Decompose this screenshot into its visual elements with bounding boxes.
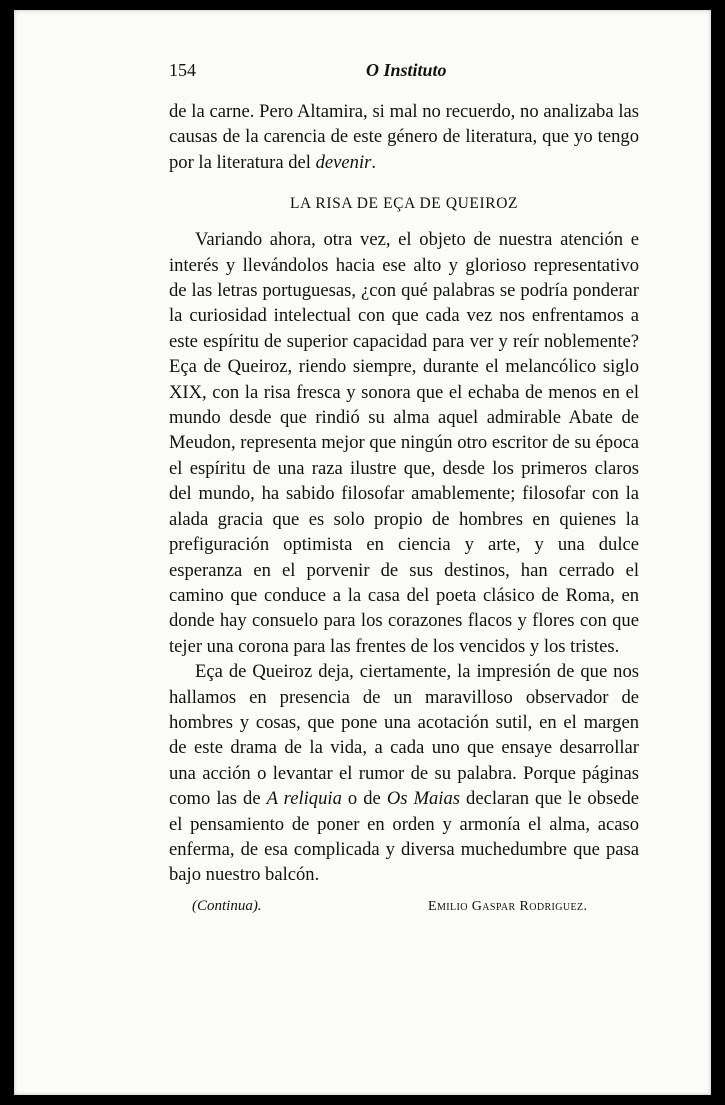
book-title-a-reliquia: A reliquia (266, 788, 342, 810)
paragraph-1-end: . (371, 151, 377, 173)
paragraph-2: Variando ahora, otra vez, el objeto de nuestra atención e interés y llevándolos hacia ese alto y glorioso representativo de las letras portuguesas, ¿con qué palabras se podría ponderar la curiosidad intelectual con que cada vez nos enfrentamos a este espíritu de superior capacidad para ver y reír noblemente? Eça de Queiroz, riendo siempre, durante el melancólico siglo XIX, con la risa fresca y sonora que el echaba de menos en el mundo desde que rindió su alma aquel admirable Abate de Meudon, representa mejor que ningún otro escritor de su época el espíritu de una raza ilustre que, desde los primeros claros del mundo, ha sabido filosofar amablemente; filosofar con la alada gracia que es solo propio de hombres en quienes la prefiguración optimista en ciencia y arte, y una dulce esperanza en el porvenir de sus destinos, han cerrado el camino que conduce a la casa del poeta clásico de Roma, en donde hay consuelo para los corazones flacos y flores con que tejer una corona para las frentes de los vencidos y los tristes. (169, 229, 639, 657)
continua-note: (Continua). (192, 898, 262, 914)
body-text (169, 99, 639, 888)
book-title-os-maias: Os Maias (386, 788, 461, 810)
paragraph-3 (169, 659, 639, 888)
paragraph-1 (169, 99, 639, 175)
paragraph-1-text: de la carne. Pero Altamira, si mal no recuerdo, no analizaba las causas de la carencia de este género de literatura, que yo tengo por la literatura del (169, 101, 639, 173)
paragraph-3-part-2: o de (341, 788, 387, 810)
paragraph-3-part-3: declaran que le obsede el pensamiento de poner en orden y armonía el alma, acaso enferma, de esa complicada y diversa muchedumbre que pasa bajo nuestro balcón. (169, 788, 640, 886)
book-page (14, 10, 711, 1095)
paragraph-3-part-1: Eça de Queiroz deja, ciertamente, la impresión de que nos hallamos en presencia de un maravilloso observador de hombres y cosas, que pone una acotación sutil, en el margen de este drama de la vida, a cada uno que ensaye desarrollar una acción o levantar el rumor de su palabra. Porque páginas como las de (169, 661, 639, 810)
page-number: 154 (169, 60, 196, 80)
emphasis-devenir: devenir (315, 151, 372, 173)
running-title: O Instituto (366, 60, 447, 80)
author-signature: Emilio Gaspar Rodriguez. (428, 899, 588, 914)
section-heading: LA RISA DE EÇA DE QUEIROZ (289, 195, 519, 213)
